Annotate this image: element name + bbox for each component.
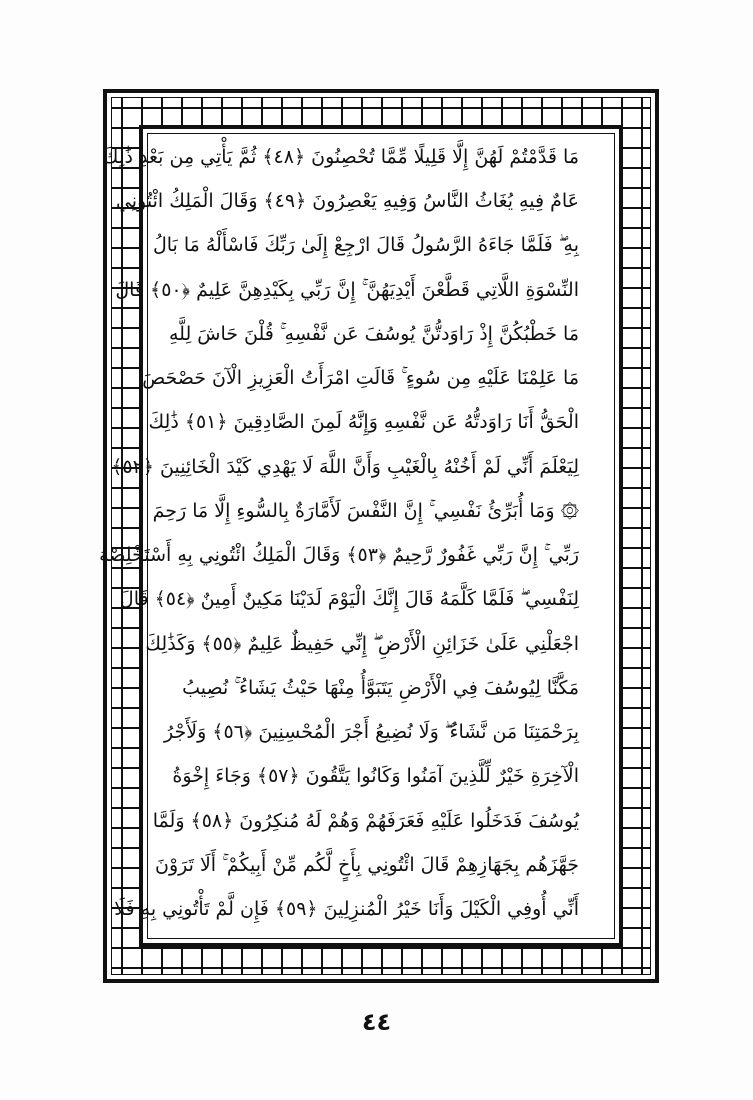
verse-line: ۞ وَمَا أُبَرِّئُ نَفْسِي ۚ إِنَّ النَّفْسَ لَأَمَّارَةٌ بِالسُّوءِ إِلَّا مَا رَحِمَ	[152, 499, 579, 522]
verse-line: مَكَّنَّا لِيُوسُفَ فِي الْأَرْضِ يَتَبَوَّأُ مِنْهَا حَيْثُ يَشَاءُ ۚ نُصِيبُ	[182, 676, 579, 699]
verse-line: لِنَفْسِي ۖ فَلَمَّا كَلَّمَهُ قَالَ إِنَّكَ الْيَوْمَ لَدَيْنَا مَكِينٌ أَمِينٌ ﴿٥٤﴾ قَالَ	[119, 588, 579, 611]
verse-text-area	[99, 143, 579, 929]
verse-line: اجْعَلْنِي عَلَىٰ خَزَائِنِ الْأَرْضِ ۖ إِنِّي حَفِيظٌ عَلِيمٌ ﴿٥٥﴾ وَكَذَٰلِكَ	[145, 632, 579, 655]
verse-line: الْحَقُّ أَنَا رَاوَدتُّهُ عَن نَّفْسِهِ وَإِنَّهُ لَمِنَ الصَّادِقِينَ ﴿٥١﴾ ذَٰلِكَ	[148, 411, 579, 434]
verse-line: مَا قَدَّمْتُمْ لَهُنَّ إِلَّا قَلِيلًا مِّمَّا تُحْصِنُونَ ﴿٤٨﴾ ثُمَّ يَأْتِي مِن بَعْدِ ذَٰلِكَ	[102, 146, 579, 168]
verse-line: أَنِّي أُوفِي الْكَيْلَ وَأَنَا خَيْرُ الْمُنزِلِينَ ﴿٥٩﴾ فَإِن لَّمْ تَأْتُونِي بِهِ فَلَا	[114, 897, 579, 920]
verse-line: بِهِ ۖ فَلَمَّا جَاءَهُ الرَّسُولُ قَالَ ارْجِعْ إِلَىٰ رَبِّكَ فَاسْأَلْهُ مَا بَالُ	[152, 234, 579, 257]
verse-line: النِّسْوَةِ اللَّاتِي قَطَّعْنَ أَيْدِيَهُنَّ ۚ إِنَّ رَبِّي بِكَيْدِهِنَّ عَلِيمٌ ﴿٥٠﴾ قَالَ	[115, 278, 579, 301]
ornamental-border	[99, 89, 659, 983]
verse-line: مَا عَلِمْنَا عَلَيْهِ مِن سُوءٍ ۚ قَالَتِ امْرَأَتُ الْعَزِيزِ الْآنَ حَصْحَصَ	[142, 367, 579, 390]
verse-line: جَهَّزَهُم بِجَهَازِهِمْ قَالَ ائْتُونِي بِأَخٍ لَّكُم مِّنْ أَبِيكُمْ ۚ أَلَا تَرَوْنَ	[155, 853, 579, 876]
verse-line: مَا خَطْبُكُنَّ إِذْ رَاوَدتُّنَّ يُوسُفَ عَن نَّفْسِهِ ۚ قُلْنَ حَاشَ لِلَّهِ	[168, 322, 579, 345]
text-frame	[99, 125, 623, 947]
verse-line: رَبِّي ۚ إِنَّ رَبِّي غَفُورٌ رَّحِيمٌ ﴿٥٣﴾ وَقَالَ الْمَلِكُ ائْتُونِي بِهِ أَسْتَخْلِصْهُ	[99, 544, 579, 567]
verse-line: الْآخِرَةِ خَيْرٌ لِّلَّذِينَ آمَنُوا وَكَانُوا يَتَّقُونَ ﴿٥٧﴾ وَجَاءَ إِخْوَةُ	[172, 765, 579, 788]
verse-line: بِرَحْمَتِنَا مَن نَّشَاءُ ۖ وَلَا نُضِيعُ أَجْرَ الْمُحْسِنِينَ ﴿٥٦﴾ وَلَأَجْرُ	[164, 721, 579, 744]
verse-line: يُوسُفَ فَدَخَلُوا عَلَيْهِ فَعَرَفَهُمْ وَهُمْ لَهُ مُنكِرُونَ ﴿٥٨﴾ وَلَمَّا	[152, 809, 579, 832]
verse-line: لِيَعْلَمَ أَنِّي لَمْ أَخُنْهُ بِالْغَيْبِ وَأَنَّ اللَّهَ لَا يَهْدِي كَيْدَ الْخَائِنِينَ ﴿٥٢﴾	[111, 455, 579, 478]
verse-line: عَامٌ فِيهِ يُغَاثُ النَّاسُ وَفِيهِ يَعْصِرُونَ ﴿٤٩﴾ وَقَالَ الْمَلِكُ ائْتُونِي	[115, 190, 579, 213]
page-number: ٤٤	[361, 1008, 392, 1036]
